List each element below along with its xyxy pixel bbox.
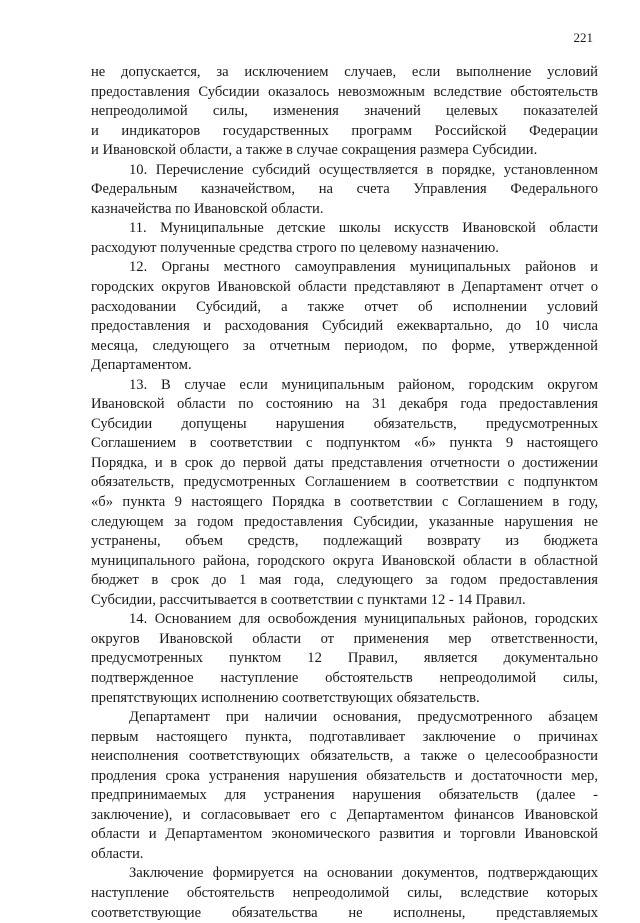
text-line: 13. В случае если муниципальным районом, городским округом xyxy=(129,376,598,393)
paragraph xyxy=(91,610,598,708)
text-line: Ивановской области по состоянию на 31 декабря года предоставления xyxy=(91,396,598,413)
text-line: Заключение формируется на основании документов, подтверждающих xyxy=(129,865,598,882)
paragraph xyxy=(91,161,598,220)
text-line: казначейства по Ивановской области. xyxy=(91,200,324,217)
text-line: 11. Муниципальные детские школы искусств Ивановской области xyxy=(129,220,598,237)
text-line: Субсидии допущены нарушения обязательств, предусмотренных xyxy=(91,415,598,432)
paragraph xyxy=(91,864,598,923)
document-body xyxy=(91,63,598,923)
paragraph xyxy=(91,219,598,258)
text-line: предпринимаемых для устранения нарушения обязательств (далее - xyxy=(91,787,598,804)
text-line: следующем за годом предоставления Субсидии, указанные нарушения не xyxy=(91,513,598,530)
paragraph xyxy=(91,376,598,611)
text-line: Субсидии, рассчитывается в соответствии с пунктами 12 - 14 Правил. xyxy=(91,591,526,608)
text-line: области и Департаментом экономического развития и торговли Ивановской xyxy=(91,826,598,843)
text-line: подтвержденное наступление обстоятельств непреодолимой силы, xyxy=(91,669,598,686)
text-line: первым настоящего пункта, подготавливает заключение о причинах xyxy=(91,728,598,745)
text-line: Соглашением в соответствии с подпунктом «б» пункта 9 настоящего xyxy=(91,435,598,452)
page-number: 221 xyxy=(573,30,593,45)
text-line: городских округов Ивановской области представляют в Департамент отчет о xyxy=(91,279,598,296)
text-line: не допускается, за исключением случаев, если выполнение условий xyxy=(91,64,598,80)
paragraph xyxy=(91,258,598,375)
text-line: и индикаторов государственных программ Российской Федерации xyxy=(91,122,598,139)
text-line: препятствующих исполнению соответствующих обязательств. xyxy=(91,689,480,706)
text-line: устранены, объем средств, подлежащий возврату из бюджета xyxy=(91,533,598,550)
text-line: предоставления и расходования Субсидий ежеквартально, до 10 числа xyxy=(91,318,598,335)
text-line: обязательств, предусмотренных Соглашением в соответствии с подпунктом xyxy=(91,474,598,491)
text-line: соответствующие обязательства не исполнены, представляемых xyxy=(91,904,598,921)
text-line: муниципального района, городского округа Ивановской области в областной xyxy=(91,552,598,569)
text-line: продления срока устранения нарушения обязательств и достаточности мер, xyxy=(91,767,598,784)
text-line: Департаментом. xyxy=(91,357,192,374)
text-line: 12. Органы местного самоуправления муниципальных районов и xyxy=(129,259,598,276)
text-line: предоставления Субсидии оказалось невозможным вследствие обстоятельств xyxy=(91,83,598,100)
text-line: неисполнения соответствующих обязательств, а также о целесообразности xyxy=(91,748,598,765)
text-line: 14. Основанием для освобождения муниципальных районов, городских xyxy=(129,611,598,628)
text-line: округов Ивановской области от применения мер ответственности, xyxy=(91,630,598,647)
text-line: 10. Перечисление субсидий осуществляется в порядке, установленном xyxy=(129,161,598,178)
text-line: Федеральным казначейством, на счета Управления Федерального xyxy=(91,181,598,198)
text-line: бюджет в срок до 1 мая года, следующего за годом предоставления xyxy=(91,572,598,589)
paragraph xyxy=(91,63,598,161)
text-line: наступление обстоятельств непреодолимой силы, вследствие которых xyxy=(91,884,598,901)
text-line: Департамент при наличии основания, предусмотренного абзацем xyxy=(129,709,598,726)
text-line: месяца, следующего за отчетным периодом, по форме, утвержденной xyxy=(91,337,598,354)
text-line: расходуют полученные средства строго по целевому назначению. xyxy=(91,239,499,256)
text-line: предусмотренных пунктом 12 Правил, является документально xyxy=(91,650,598,667)
text-line: расходовании Субсидий, а также отчет об исполнении условий xyxy=(91,298,598,315)
text-line: области. xyxy=(91,845,144,862)
text-line: «б» пункта 9 настоящего Порядка в соответствии с Соглашением в году, xyxy=(91,494,598,511)
paragraph xyxy=(91,708,598,864)
text-line: непреодолимой силы, изменения значений целевых показателей xyxy=(91,103,598,120)
text-line: Порядка, и в срок до первой даты представления отчетности о достижении xyxy=(91,454,598,471)
text-line: заключение), и согласовывает его с Департаментом финансов Ивановской xyxy=(91,806,598,823)
text-line: и Ивановской области, а также в случае сокращения размера Субсидии. xyxy=(91,142,538,159)
